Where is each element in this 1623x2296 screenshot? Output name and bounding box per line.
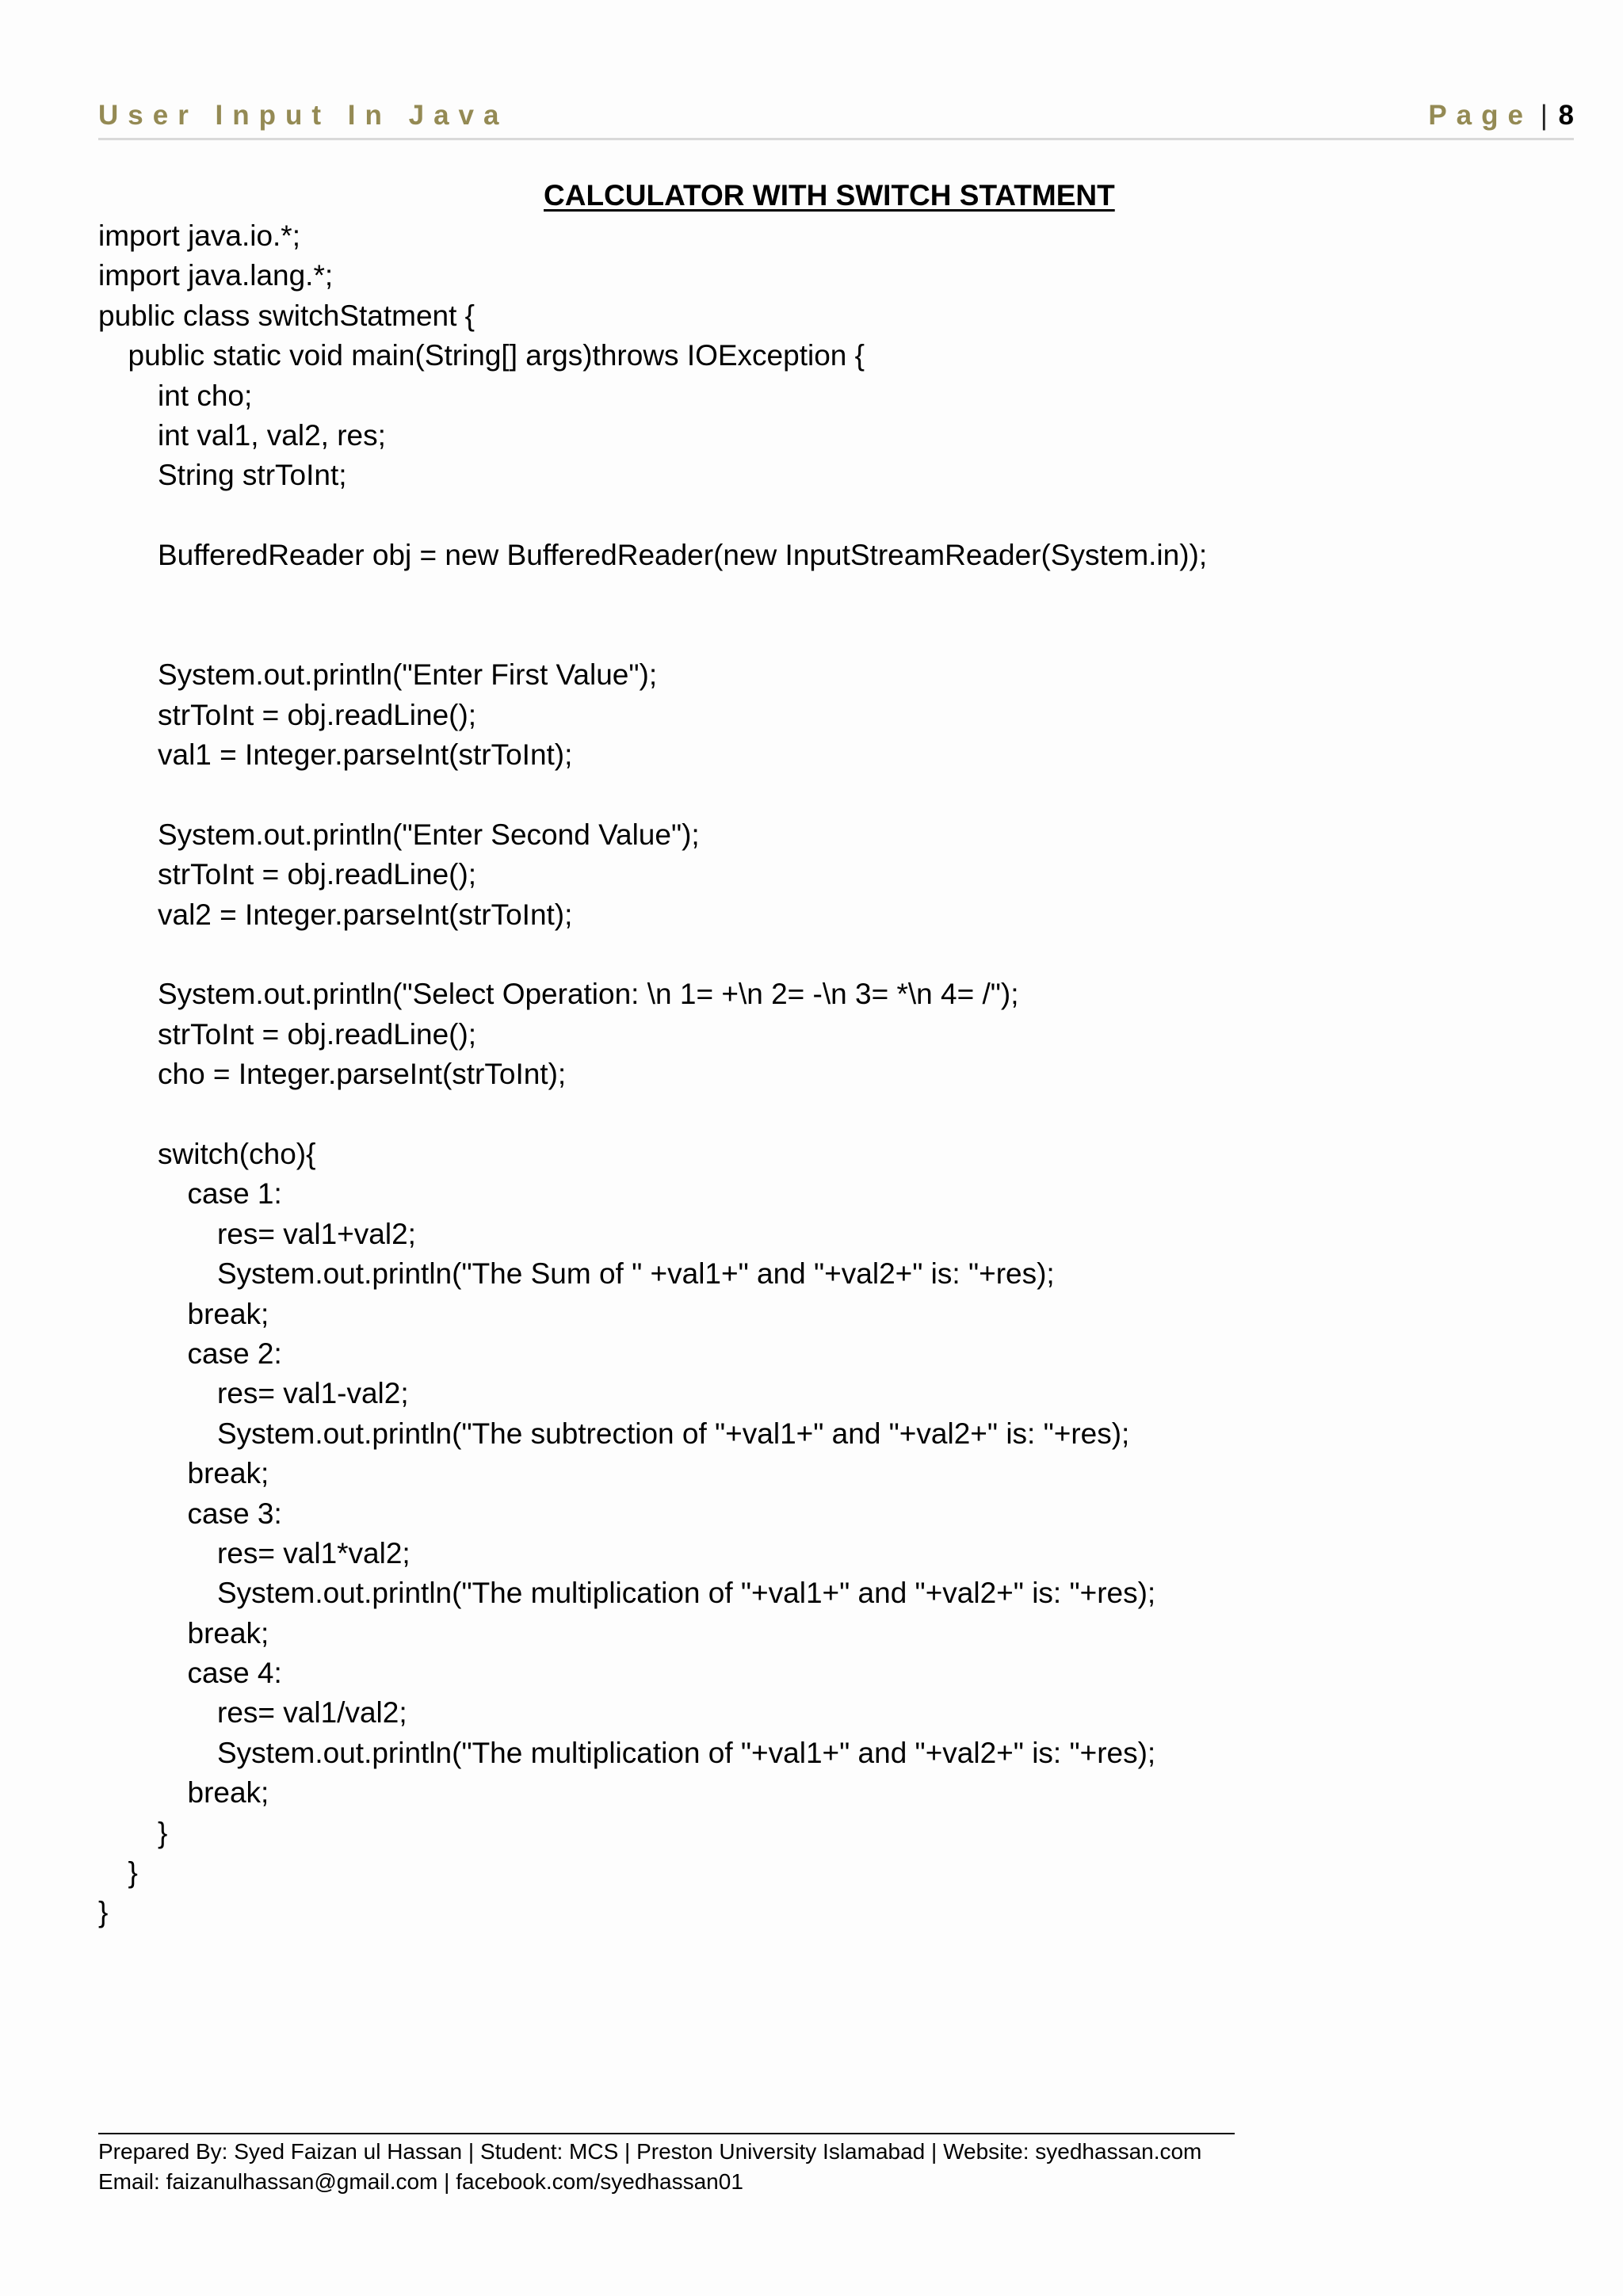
code-line — [98, 775, 1366, 814]
code-line — [98, 576, 1366, 616]
code-line: strToInt = obj.readLine(); — [158, 1017, 477, 1051]
code-line: case 4: — [187, 1657, 282, 1690]
code-line: String strToInt; — [158, 459, 347, 492]
code-line: case 3: — [187, 1497, 282, 1530]
code-line: public static void main(String[] args)throws IOException { — [128, 339, 865, 372]
code-line: strToInt = obj.readLine(); — [158, 698, 477, 731]
code-line: import java.io.*; — [98, 219, 300, 252]
code-line: res= val1/val2; — [217, 1696, 407, 1730]
code-line: case 2: — [187, 1337, 282, 1370]
code-line: System.out.println("Enter Second Value"); — [158, 818, 700, 851]
code-line: int cho; — [158, 379, 253, 412]
code-line: System.out.println("The multiplication of "+val1+" and "+val2+" is: "+res); — [217, 1736, 1156, 1769]
code-line — [98, 496, 1366, 536]
footer-author-line: Prepared By: Syed Faizan ul Hassan | Student: MCS | Preston University Islamabad | Website: syedhassan.com — [98, 2139, 1202, 2164]
code-line: break; — [187, 1616, 269, 1650]
code-line: } — [158, 1816, 168, 1849]
code-line — [98, 1095, 1366, 1135]
footer-contact-line: Email: faizanulhassan@gmail.com | facebook.com/syedhassan01 — [98, 2169, 743, 2194]
code-line — [98, 616, 1366, 655]
header-title: User Input In Java — [98, 100, 509, 131]
page-number: 8 — [1558, 100, 1574, 131]
code-line: System.out.println("Select Operation: \n 1= +\n 2= -\n 3= *\n 4= /"); — [158, 978, 1019, 1011]
code-line: System.out.println("The Sum of " +val1+" and "+val2+" is: "+res); — [217, 1257, 1055, 1291]
code-line: System.out.println("The subtrection of "+val1+" and "+val2+" is: "+res); — [217, 1417, 1130, 1450]
code-line: switch(cho){ — [158, 1137, 316, 1170]
code-line: break; — [187, 1457, 269, 1490]
page-separator: | — [1540, 100, 1548, 131]
code-line: BufferedReader obj = new BufferedReader(new InputStreamReader(System.in)); — [158, 539, 1208, 572]
code-line: int val1, val2, res; — [158, 418, 386, 452]
code-line — [98, 935, 1366, 974]
code-line: } — [128, 1856, 138, 1890]
code-listing — [98, 216, 1366, 1933]
page-label: Page — [1428, 100, 1533, 131]
code-line: case 1: — [187, 1177, 282, 1211]
page-header — [98, 97, 1574, 140]
code-line: } — [98, 1896, 109, 1929]
code-line: res= val1*val2; — [217, 1536, 411, 1569]
code-line: public class switchStatment { — [98, 299, 475, 332]
code-line: break; — [187, 1776, 269, 1810]
code-line: System.out.println("Enter First Value"); — [158, 658, 658, 692]
code-line: strToInt = obj.readLine(); — [158, 858, 477, 891]
code-line: val1 = Integer.parseInt(strToInt); — [158, 738, 573, 772]
code-line: import java.lang.*; — [98, 259, 334, 292]
code-line: cho = Integer.parseInt(strToInt); — [158, 1058, 567, 1091]
footer-divider — [98, 2133, 1235, 2134]
code-line: break; — [187, 1297, 269, 1330]
page-number-block — [1428, 100, 1574, 132]
code-line: val2 = Integer.parseInt(strToInt); — [158, 898, 573, 931]
section-heading: CALCULATOR WITH SWITCH STATMENT — [544, 179, 1115, 212]
code-line: res= val1-val2; — [217, 1377, 409, 1410]
code-line: System.out.println("The multiplication of "+val1+" and "+val2+" is: "+res); — [217, 1577, 1156, 1610]
code-line: res= val1+val2; — [217, 1217, 416, 1250]
